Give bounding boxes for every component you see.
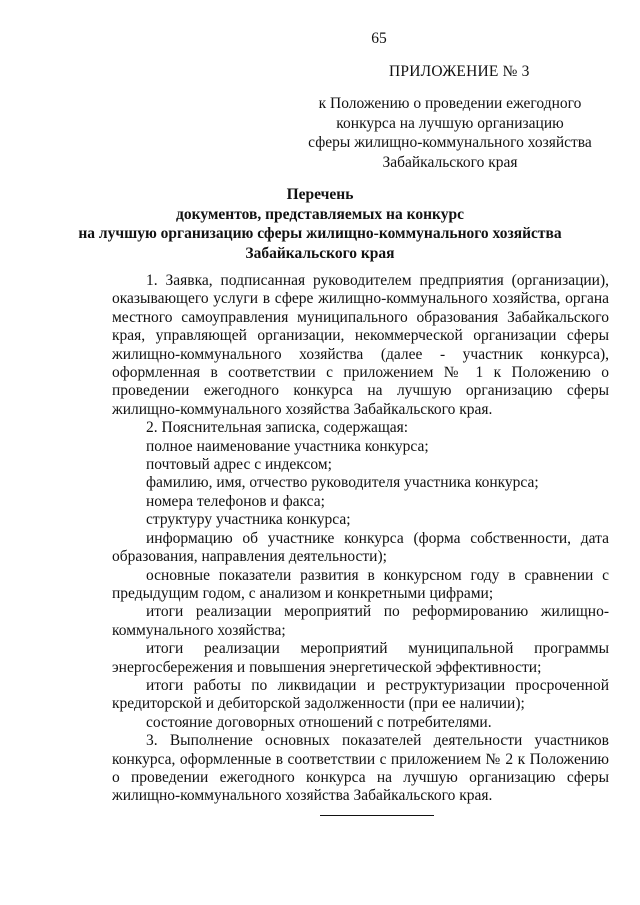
paragraph-item-1: 1. Заявка, подписанная руководителем предприятия (организации), оказывающего услуги в сфере жилищно-коммунального хозяйства, органа местного самоуправления муниципального образования Забайкальского края, управляющей организации, некоммерческой организации сферы жилищно-коммунального хозяйства (далее - участник конкурса), оформленная в соответствии с приложением № 1 к Положению о проведении ежегодного конкурса на лучшую организацию сферы жилищно-коммунального хозяйства Забайкальского края.	[112, 272, 609, 418]
list-item: состояние договорных отношений с потребителями.	[146, 713, 492, 731]
heading-line: документов, представляемых на конкурс	[176, 205, 464, 223]
document-heading	[60, 185, 580, 263]
paragraph-item-3: 3. Выполнение основных показателей деятельности участников конкурса, оформленные в соответствии с приложением № 2 к Положению о проведении ежегодного конкурса на лучшую организацию сферы жилищно-коммунального хозяйства Забайкальского края.	[112, 732, 609, 805]
list-item: номера телефонов и факса;	[146, 492, 325, 510]
paragraph-item-2: 2. Пояснительная записка, содержащая:	[146, 419, 409, 437]
appendix-reference-line: Забайкальского края	[382, 153, 518, 171]
appendix-reference-line: конкурса на лучшую организацию	[336, 114, 564, 132]
list-item: информацию об участнике конкурса (форма собственности, дата образования, направления деятельности);	[112, 529, 609, 566]
list-item: полное наименование участника конкурса;	[146, 437, 429, 455]
appendix-title: ПРИЛОЖЕНИЕ № 3	[389, 63, 530, 80]
appendix-reference-line: сферы жилищно-коммунального хозяйства	[308, 134, 592, 151]
end-divider-line	[320, 815, 434, 816]
list-item: итоги работы по ликвидации и реструктуризации просроченной кредиторской и дебиторской задолженности (при ее наличии);	[112, 676, 609, 713]
list-item: фамилию, имя, отчество руководителя участника конкурса;	[146, 474, 539, 492]
list-item: почтовый адрес с индексом;	[146, 456, 332, 474]
heading-line: Забайкальского края	[245, 244, 395, 262]
document-body	[112, 272, 609, 806]
page-number: 65	[371, 30, 387, 47]
list-item: итоги реализации мероприятий муниципальной программы энергосбережения и повышения энергетической эффективности;	[112, 640, 609, 676]
appendix-reference	[300, 94, 600, 172]
appendix-reference-line: к Положению о проведении ежегодного	[318, 95, 582, 112]
list-item: итоги реализации мероприятий по реформированию жилищно-коммунального хозяйства;	[112, 603, 609, 639]
list-item: структуру участника конкурса;	[146, 511, 351, 529]
heading-line: Перечень	[286, 186, 354, 203]
heading-line: на лучшую организацию сферы жилищно-коммунального хозяйства	[78, 225, 562, 242]
list-item: основные показатели развития в конкурсном году в сравнении с предыдущим годом, с анализом и конкретными цифрами;	[112, 566, 609, 602]
